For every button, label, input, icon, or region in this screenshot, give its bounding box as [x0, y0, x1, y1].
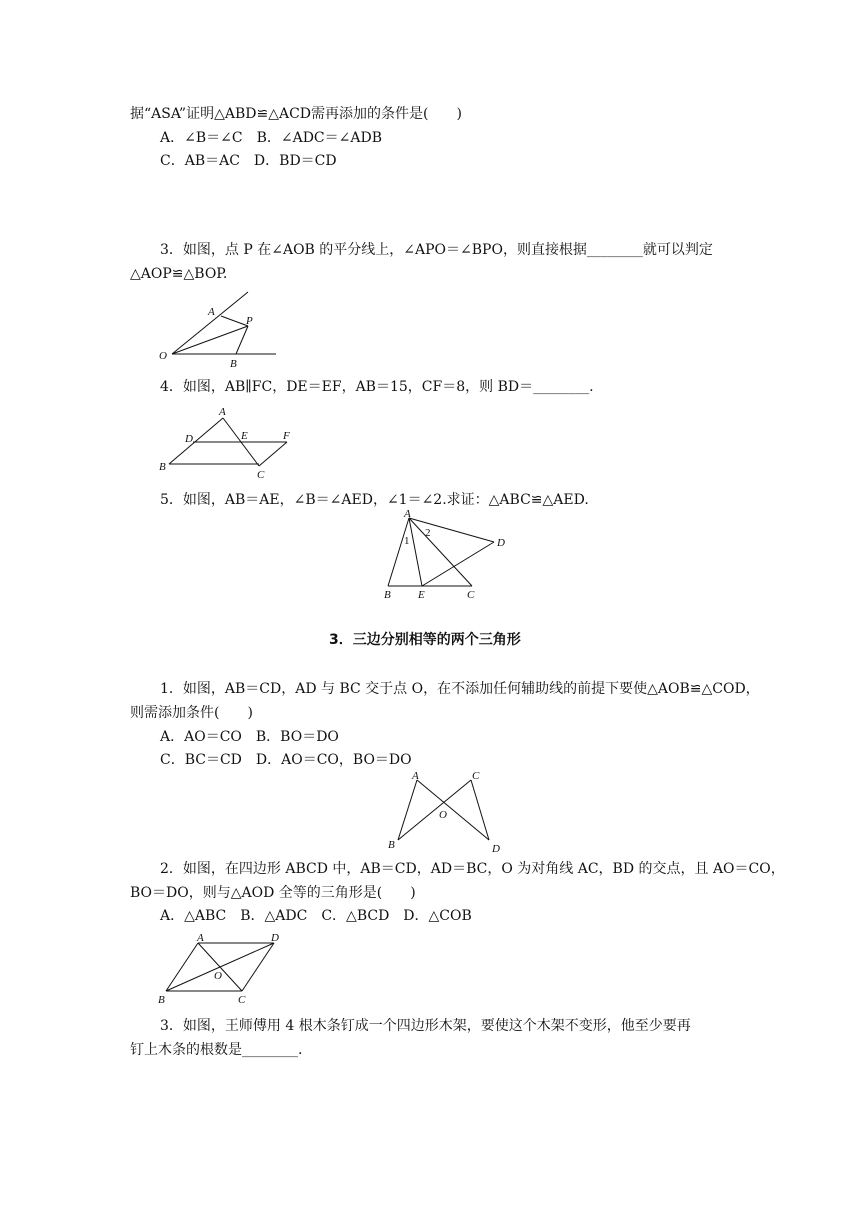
q5-label-A: A — [404, 508, 411, 520]
q5-figure-triangles — [376, 506, 516, 602]
q5-label-E: E — [418, 589, 425, 601]
q5-label-D: D — [497, 537, 505, 549]
s3q1-option-line-cd: C．BC＝CD D．AO＝CO，BO＝DO — [160, 752, 412, 768]
q4-text-line1: 4．如图，AB∥FC，DE＝EF，AB＝15，CF＝8，则 BD＝________. — [160, 379, 594, 395]
s3q3-text-line2: 钉上木条的根数是________. — [130, 1042, 303, 1058]
option-line-ab: A．∠B＝∠C B．∠ADC＝∠ADB — [160, 130, 382, 146]
q4-label-B: B — [159, 461, 166, 473]
s3q1-option-line-ab: A．AO＝CO B．BO＝DO — [160, 729, 339, 745]
q4-label-D: D — [185, 433, 193, 445]
s3q2-label-D: D — [271, 932, 279, 944]
q4-label-E: E — [241, 430, 248, 442]
question-continuation-line: 据“ASA”证明△ABD≌△ACD需再添加的条件是( ) — [130, 106, 462, 122]
q5-text-line1: 5．如图，AB＝AE，∠B＝∠AED，∠1＝∠2.求证：△ABC≌△AED. — [160, 492, 589, 508]
q4-label-C: C — [257, 469, 265, 481]
q3-text-line1: 3．如图，点 P 在∠AOB 的平分线上，∠APO＝∠BPO，则直接根据________就可以判定 — [160, 242, 713, 258]
s3q1-text-line2: 则需添加条件( ) — [130, 705, 253, 721]
s3q2-label-A: A — [197, 932, 204, 944]
s3q2-label-C: C — [238, 994, 246, 1006]
s3q1-label-O: O — [439, 809, 447, 821]
s3q1-label-B: B — [388, 839, 395, 851]
s3q1-label-C: C — [472, 770, 480, 782]
q3-label-O: O — [159, 350, 167, 362]
s3q2-figure-parallelogram — [154, 929, 294, 1009]
q4-label-A: A — [219, 406, 226, 418]
s3q1-label-A: A — [412, 770, 419, 782]
q4-figure-parallel-lines — [155, 402, 305, 482]
q5-label-C: C — [467, 589, 475, 601]
s3q2-text-line1: 2．如图，在四边形 ABCD 中，AB＝CD，AD＝BC，O 为对角线 AC，BD 的交点，且 AO＝CO， — [160, 861, 785, 877]
s3q1-figure-crossed-triangles — [380, 768, 510, 856]
q4-label-F: F — [283, 430, 290, 442]
q5-label-B: B — [384, 589, 391, 601]
q3-text-line2: △AOP≌△BOP. — [130, 266, 228, 282]
s3q1-label-D: D — [492, 843, 500, 855]
option-line-cd: C．AB＝AC D．BD＝CD — [160, 153, 337, 169]
q3-label-A: A — [208, 306, 215, 318]
s3q2-label-B: B — [158, 994, 165, 1006]
q5-label-angle2: 2 — [425, 527, 431, 539]
q3-label-B: B — [230, 358, 237, 370]
q5-label-angle1: 1 — [404, 535, 410, 547]
s3q2-options: A．△ABC B．△ADC C．△BCD D．△COB — [160, 908, 472, 924]
s3q1-text-line1: 1．如图，AB＝CD，AD 与 BC 交于点 O，在不添加任何辅助线的前提下要使△AOB≌△COD， — [160, 681, 760, 697]
q3-label-P: P — [246, 315, 253, 327]
s3q2-label-O: O — [214, 970, 222, 982]
s3q3-text-line1: 3．如图，王师傅用 4 根木条钉成一个四边形木架，要使这个木架不变形，他至少要再 — [160, 1018, 691, 1034]
section-title: 3．三边分别相等的两个三角形 — [329, 632, 521, 648]
q3-figure-angle-bisector — [150, 288, 280, 372]
s3q2-text-line2: BO＝DO，则与△AOD 全等的三角形是( ) — [130, 885, 416, 901]
